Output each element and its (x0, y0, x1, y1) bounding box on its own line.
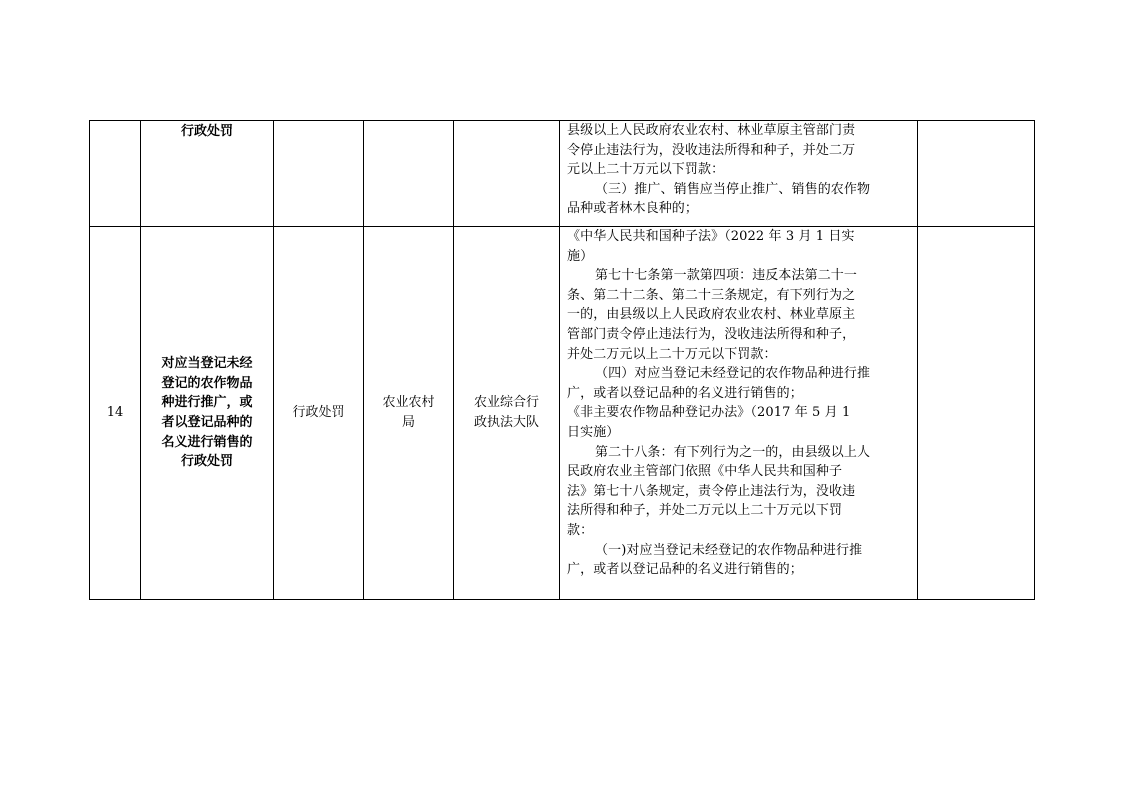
cell-text-line: 者以登记品种的 (161, 415, 253, 430)
legal-text-line: 法所得和种子，并处二万元以上二十万元以下罚 (567, 503, 843, 519)
remarks-cell (918, 227, 1035, 600)
table-row (90, 121, 1035, 227)
row-number-cell (90, 121, 141, 227)
executor-cell (454, 227, 560, 600)
legal-text-line: 广，或者以登记品种的名义进行销售的； (567, 562, 803, 578)
legal-text-line: 元以上二十万元以下罚款： (567, 162, 725, 178)
item-type-cell (274, 121, 364, 227)
table-row (90, 227, 1035, 600)
legal-text-line: （三）推广、销售应当停止推广、销售的农作物 (595, 181, 871, 197)
penalty-table (89, 120, 1035, 600)
legal-text-line: 令停止违法行为，没收违法所得和种子，并处二万 (567, 142, 856, 158)
row-number-cell: 14 (90, 227, 141, 600)
cell-text-line: 农业农村 (382, 395, 435, 411)
legal-text-line: 第二十八条：有下列行为之一的，由县级以上人 (595, 444, 871, 460)
legal-basis-cell (560, 121, 918, 227)
cell-text-line: 局 (401, 415, 415, 430)
legal-text-line: 《中华人民共和国种子法》（2022 年 3 月 1 日实 (567, 229, 855, 244)
cell-text-line: 种进行推广，或 (161, 395, 253, 411)
cell-text-line: 农业综合行 (473, 395, 539, 411)
legal-text-line: （一)对应当登记未经登记的农作物品种进行推 (595, 542, 863, 558)
legal-text-line: 款： (567, 522, 594, 538)
remarks-cell (918, 121, 1035, 227)
department-cell (364, 121, 454, 227)
item-name-cell (141, 121, 274, 227)
legal-text-line: （四）对应当登记未经登记的农作物品种进行推 (595, 366, 871, 382)
cell-text-line: 行政处罚 (180, 124, 233, 139)
department-cell (364, 227, 454, 600)
legal-text-line: 第七十七条第一款第四项：违反本法第二十一 (595, 268, 858, 284)
legal-text-line: 一的，由县级以上人民政府农业农村、林业草原主 (567, 307, 856, 323)
cell-text-line: 登记的农作物品 (161, 375, 253, 391)
legal-text-line: 管部门责令停止违法行为，没收违法所得和种子， (567, 326, 856, 342)
legal-text-line: 民政府农业主管部门依照《中华人民共和国种子 (567, 464, 843, 480)
legal-text-line: 广，或者以登记品种的名义进行销售的； (567, 385, 803, 401)
legal-text-line: 《非主要农作物品种登记办法》（2017 年 5 月 1 (567, 405, 851, 421)
legal-text-line: 品种或者林木良种的； (567, 201, 699, 217)
legal-basis-cell (560, 227, 918, 600)
cell-text-line: 对应当登记未经 (161, 356, 253, 372)
legal-text-line: 施） (567, 248, 594, 264)
cell-text-line: 行政处罚 (180, 454, 233, 470)
executor-cell (454, 121, 560, 227)
item-name-cell (141, 227, 274, 600)
item-type-cell: 行政处罚 (274, 227, 364, 600)
legal-text-line: 县级以上人民政府农业农村、林业草原主管部门责 (567, 123, 856, 138)
legal-text-line: 日实施） (567, 424, 620, 440)
legal-text-line: 条、第二十二条、第二十三条规定，有下列行为之 (567, 287, 856, 303)
legal-text-line: 法》第七十八条规定，责令停止违法行为，没收违 (567, 483, 856, 499)
legal-text-line: 并处二万元以上二十万元以下罚款： (567, 346, 777, 362)
cell-text-line: 名义进行销售的 (161, 434, 253, 450)
cell-text-line: 政执法大队 (473, 415, 539, 430)
